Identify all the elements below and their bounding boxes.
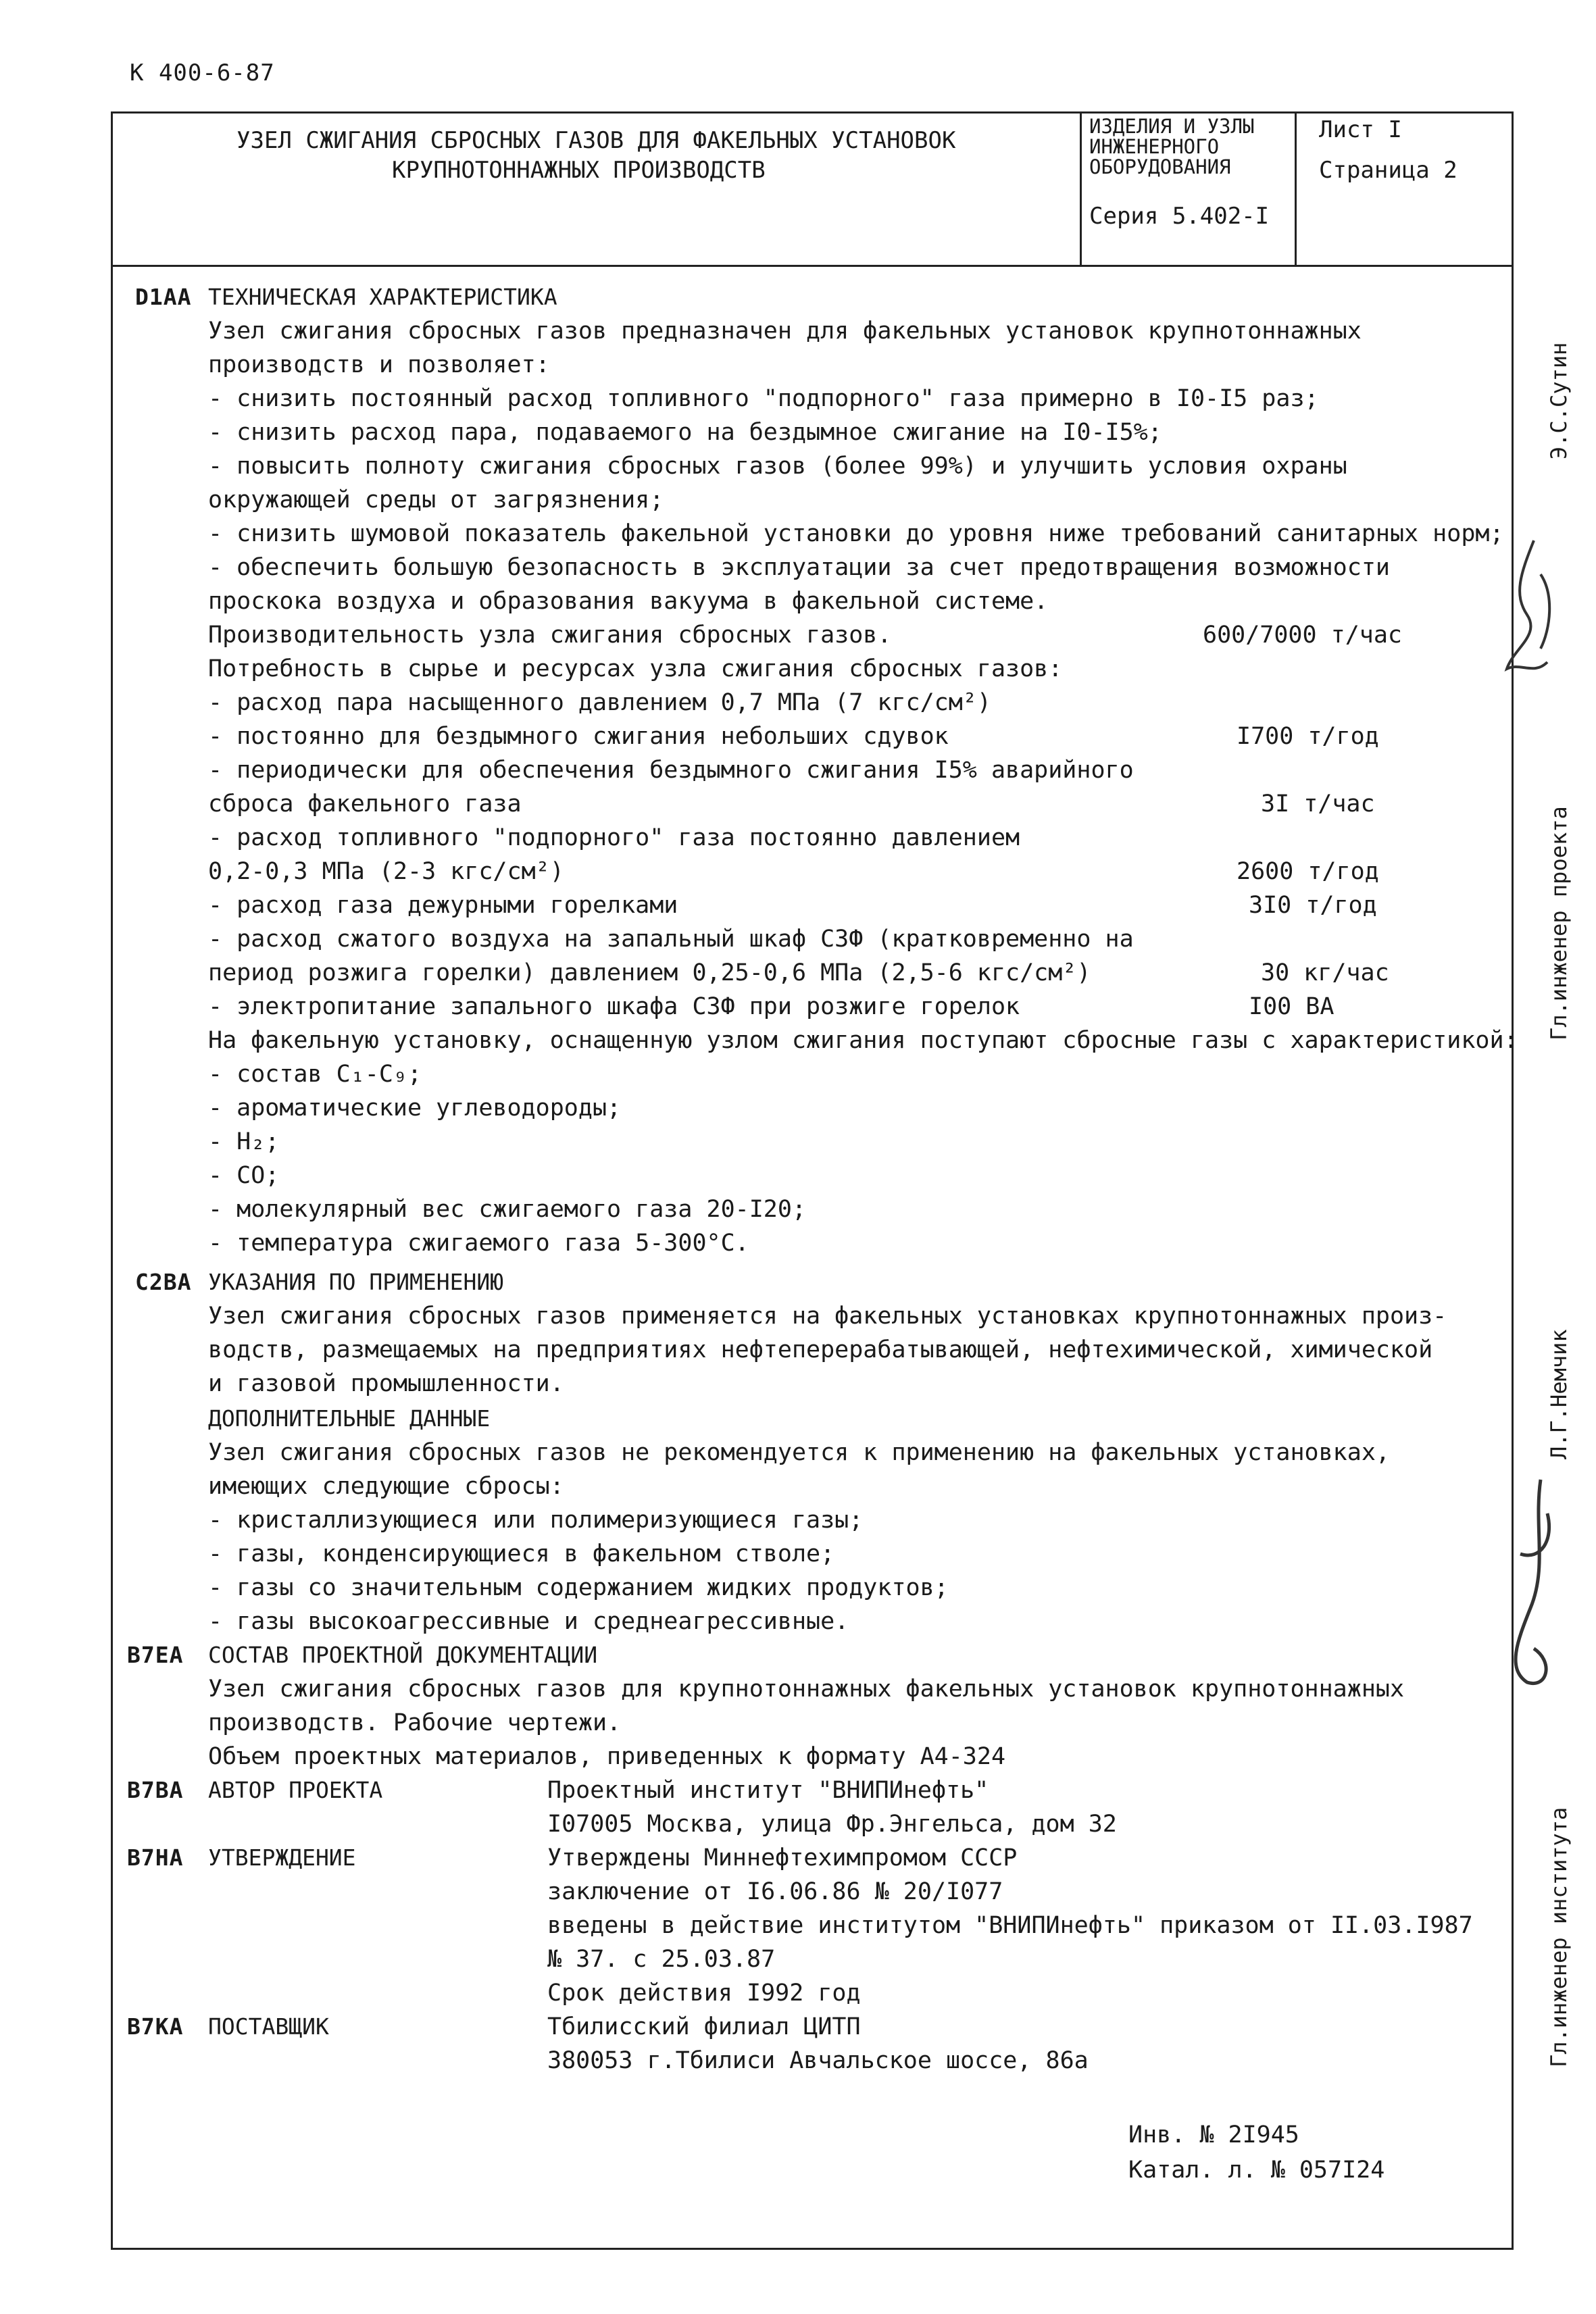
- approval-line: Утверждены Миннефтехимпромом СССР: [547, 1844, 1018, 1871]
- inventory-number: Инв. № 2I945: [1128, 2121, 1299, 2148]
- section-title-extra: ДОПОЛНИТЕЛЬНЫЕ ДАННЫЕ: [208, 1405, 491, 1432]
- docs-line: Объем проектных материалов, приведенных к формату А4-324: [208, 1743, 1006, 1770]
- value-pilot-gas: 3I0 т/год: [1249, 892, 1377, 919]
- approval-line: № 37. с 25.03.87: [547, 1946, 776, 1973]
- tech-line: - расход пара насыщенного давлением 0,7 МПа (7 кгс/см²): [208, 689, 991, 716]
- tech-line: Производительность узла сжигания сбросных газов.: [208, 622, 892, 649]
- section-title-docs: СОСТАВ ПРОЕКТНОЙ ДОКУМЕНТАЦИИ: [208, 1642, 598, 1668]
- sheet-label: Лист I: [1319, 116, 1402, 143]
- value-air: 30 кг/час: [1261, 959, 1389, 986]
- category-line-3: ОБОРУДОВАНИЯ: [1089, 155, 1231, 178]
- tech-line: На факельную установку, оснащенную узлом сжигания поступают сбросные газы с характеристикой:: [208, 1027, 1518, 1054]
- tech-line: - расход топливного "подпорного" газа постоянно давлением: [208, 824, 1020, 851]
- margin-name-1: Э.С.Сутин: [1546, 342, 1572, 459]
- section-title-usage: УКАЗАНИЯ ПО ПРИМЕНЕНИЮ: [208, 1269, 504, 1295]
- tech-line: Узел сжигания сбросных газов предназначен для факельных установок крупнотоннажных: [208, 318, 1362, 345]
- tech-line: - периодически для обеспечения бездымного сжигания I5% аварийного: [208, 757, 1134, 784]
- value-steam-const: I700 т/год: [1237, 723, 1379, 750]
- tech-line: - ароматические углеводороды;: [208, 1095, 622, 1122]
- tech-line: - постоянно для бездымного сжигания небольших сдувок: [208, 723, 949, 750]
- section-code: B7EA: [127, 1642, 184, 1668]
- section-title-supplier: ПОСТАВЩИК: [208, 2013, 329, 2040]
- section-title-author: АВТОР ПРОЕКТА: [208, 1777, 383, 1803]
- section-code: D1AA: [135, 284, 192, 310]
- margin-role-2: Гл.инженер института: [1546, 1807, 1572, 2067]
- approval-line: Срок действия I992 год: [547, 1980, 861, 2007]
- tech-line: 0,2-0,3 МПа (2-3 кгс/см²): [208, 858, 564, 885]
- tech-line: - повысить полноту сжигания сбросных газов (более 99%) и улучшить условия охраны: [208, 453, 1347, 480]
- page-label: Страница 2: [1319, 157, 1457, 184]
- extra-line: - кристаллизующиеся или полимеризующиеся газы;: [208, 1507, 864, 1534]
- tech-line: Потребность в сырье и ресурсах узла сжигания сбросных газов:: [208, 655, 1063, 682]
- extra-line: Узел сжигания сбросных газов не рекомендуется к применению на факельных установках,: [208, 1439, 1390, 1466]
- value-fuel-gas: 2600 т/год: [1237, 858, 1379, 885]
- usage-line: водств, размещаемых на предприятиях нефтеперерабатывающей, нефтехимической, химической: [208, 1336, 1433, 1363]
- tech-line: - снизить шумовой показатель факельной установки до уровня ниже требований санитарных норм;: [208, 520, 1504, 547]
- docs-line: Узел сжигания сбросных газов для крупнотоннажных факельных установок крупнотоннажных: [208, 1676, 1405, 1703]
- tech-line: - состав C₁-C₉;: [208, 1061, 422, 1088]
- title-line-2: КРУПНОТОННАЖНЫХ ПРОИЗВОДСТВ: [392, 157, 766, 184]
- usage-line: Узел сжигания сбросных газов применяется на факельных установках крупнотоннажных произ-: [208, 1303, 1447, 1330]
- extra-line: имеющих следующие сбросы:: [208, 1473, 564, 1500]
- section-code: B7BA: [127, 1777, 184, 1803]
- approval-line: введены в действие институтом "ВНИПИнефть" приказом от II.03.I987: [547, 1912, 1473, 1939]
- signature-2: [1493, 1473, 1568, 1696]
- section-code: B7HA: [127, 1844, 184, 1871]
- value-power: I00 ВА: [1249, 993, 1335, 1020]
- tech-line: - температура сжигаемого газа 5-300°С.: [208, 1230, 749, 1257]
- margin-name-2: Л.Г.Немчик: [1546, 1329, 1572, 1459]
- tech-line: - обеспечить большую безопасность в эксплуатации за счет предотвращения возможности: [208, 554, 1390, 581]
- author-line: I07005 Москва, улица Фр.Энгельса, дом 32: [547, 1811, 1117, 1838]
- catalog-number: Катал. л. № 057I24: [1128, 2157, 1385, 2184]
- tech-line: производств и позволяет:: [208, 351, 550, 378]
- section-title-approval: УТВЕРЖДЕНИЕ: [208, 1844, 356, 1871]
- tech-line: - молекулярный вес сжигаемого газа 20-I20;: [208, 1196, 807, 1223]
- approval-line: заключение от I6.06.86 № 20/I077: [547, 1878, 1003, 1905]
- tech-line: проскока воздуха и образования вакуума в факельной системе.: [208, 588, 1049, 615]
- tech-line: - электропитание запального шкафа СЗФ при розжиге горелок: [208, 993, 1020, 1020]
- extra-line: - газы высокоагрессивные и среднеагрессивные.: [208, 1608, 849, 1635]
- value-steam-periodic: 3I т/час: [1261, 790, 1375, 818]
- tech-line: - расход газа дежурными горелками: [208, 892, 678, 919]
- section-code: B7KA: [127, 2013, 184, 2040]
- category-line-2: ИНЖЕНЕРНОГО: [1089, 135, 1220, 158]
- author-line: Проектный институт "ВНИПИнефть": [547, 1777, 989, 1804]
- extra-line: - газы, конденсирующиеся в факельном стволе;: [208, 1540, 835, 1567]
- tech-line: сброса факельного газа: [208, 790, 522, 818]
- document-code: К 400-6-87: [130, 59, 275, 86]
- tech-line: - H₂;: [208, 1128, 280, 1155]
- tech-line: окружающей среды от загрязнения;: [208, 486, 664, 513]
- supplier-line: 380053 г.Тбилиси Авчальское шоссе, 86а: [547, 2047, 1089, 2074]
- extra-line: - газы со значительным содержанием жидких продуктов;: [208, 1574, 949, 1601]
- tech-line: период розжига горелки) давлением 0,25-0,6 МПа (2,5-6 кгс/см²): [208, 959, 1091, 986]
- tech-line: - CO;: [208, 1162, 280, 1189]
- tech-line: - снизить постоянный расход топливного "подпорного" газа примерно в I0-I5 раз;: [208, 385, 1319, 412]
- margin-role-1: Гл.инженер проекта: [1546, 806, 1572, 1040]
- section-title-tech: ТЕХНИЧЕСКАЯ ХАРАКТЕРИСТИКА: [208, 284, 557, 310]
- header-divider: [1295, 111, 1297, 267]
- header-divider: [1080, 111, 1082, 267]
- docs-line: производств. Рабочие чертежи.: [208, 1709, 622, 1736]
- category-line-1: ИЗДЕЛИЯ И УЗЛЫ: [1089, 115, 1255, 138]
- title-line-1: УЗЕЛ СЖИГАНИЯ СБРОСНЫХ ГАЗОВ ДЛЯ ФАКЕЛЬНЫХ УСТАНОВОК: [236, 127, 956, 154]
- tech-line: - снизить расход пара, подаваемого на бездымное сжигание на I0-I5%;: [208, 419, 1162, 446]
- usage-line: и газовой промышленности.: [208, 1370, 564, 1397]
- supplier-line: Тбилисский филиал ЦИТП: [547, 2013, 861, 2040]
- signature-1: [1493, 534, 1568, 696]
- section-code: C2BA: [135, 1269, 192, 1295]
- series-label: Серия 5.402-I: [1089, 203, 1270, 230]
- tech-line: - расход сжатого воздуха на запальный шкаф СЗФ (кратковременно на: [208, 926, 1134, 953]
- value-capacity: 600/7000 т/час: [1203, 622, 1403, 649]
